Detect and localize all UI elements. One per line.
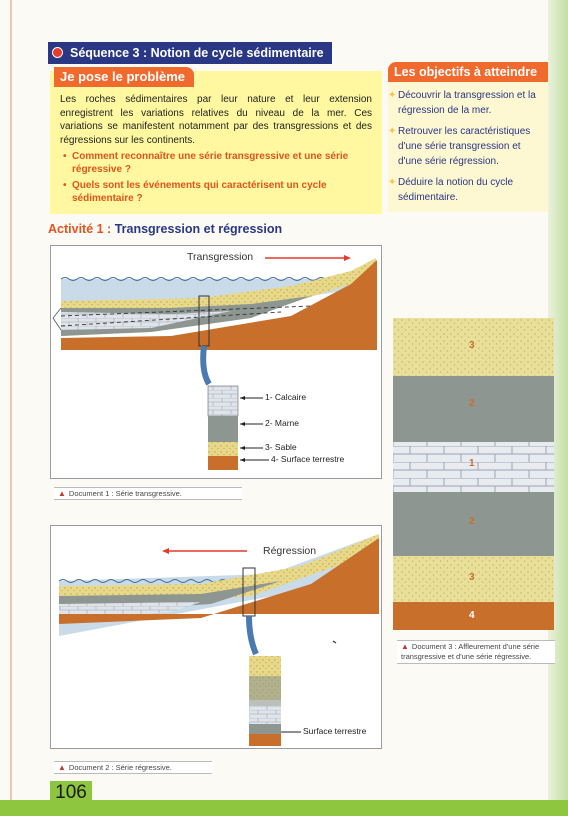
layer-number: 3 <box>469 340 475 351</box>
question-text: Comment reconnaître une série transgressive et une série régressive ? <box>72 151 349 175</box>
transgression-title: Transgression <box>187 251 254 263</box>
question-item: • Comment reconnaître une série transgressive et une série régressive ? <box>63 151 349 175</box>
layer-label: 4- Surface terrestre <box>271 454 345 464</box>
objective-item <box>388 175 544 205</box>
star-icon: ✦ <box>388 177 397 188</box>
layer-number: 4 <box>469 610 475 621</box>
regression-diagram <box>51 526 381 748</box>
caption-text: Document 1 : Série transgressive. <box>68 489 182 498</box>
layer-number: 1 <box>469 458 475 469</box>
activity-name: Transgression et régression <box>111 222 283 236</box>
document-1-frame <box>50 245 382 479</box>
objective-text: Découvrir la transgression et la régression de la mer. <box>398 90 536 116</box>
transgression-diagram <box>51 246 381 478</box>
objective-item <box>388 124 544 169</box>
triangle-icon: ▲ <box>58 763 66 772</box>
activity-title <box>48 222 282 236</box>
caption-text: Document 2 : Série régressive. <box>68 763 172 772</box>
margin-line <box>10 0 12 816</box>
page-number: 106 <box>50 781 92 805</box>
layer-label: 1- Calcaire <box>265 392 307 402</box>
surface-label: Surface terrestre <box>303 726 367 736</box>
objectives-tab: Les objectifs à atteindre <box>388 62 548 82</box>
regression-title: Régression <box>263 545 317 557</box>
question-item: • Quels sont les événements qui caractérisent un cycle sédimentaire ? <box>63 180 327 204</box>
document-3-outcrop <box>393 318 554 630</box>
problem-tab: Je pose le problème <box>54 67 194 87</box>
layer-label: 2- Marne <box>265 418 300 428</box>
objective-text: Déduire la notion du cycle sédimentaire. <box>398 177 514 203</box>
sequence-title: Séquence 3 : Notion de cycle sédimentaire <box>48 42 332 64</box>
caption-text: Document 3 : Affleurement d'une série transgressive et d'une série régressive. <box>401 642 540 661</box>
document-2-frame <box>50 525 382 749</box>
star-icon: ✦ <box>388 90 397 101</box>
triangle-icon: ▲ <box>58 489 66 498</box>
problem-text: Les roches sédimentaires par leur nature et leur extension enregistrent les variations relatives du niveau de la mer. Ces variations se manifestent notamment par des transgressions et des régressions sur les continents. <box>60 94 372 146</box>
document-3-caption <box>397 640 555 664</box>
layer-number: 3 <box>469 572 475 583</box>
triangle-icon: ▲ <box>401 642 409 651</box>
bullet-icon <box>52 47 63 58</box>
document-1-caption <box>54 487 242 500</box>
outcrop-diagram <box>393 318 554 630</box>
objective-item <box>388 88 544 118</box>
layer-number: 2 <box>469 516 475 527</box>
question-text: Quels sont les événements qui caractérisent un cycle sédimentaire ? <box>72 180 327 204</box>
star-icon: ✦ <box>388 126 397 137</box>
layer-number: 2 <box>469 398 475 409</box>
objective-text: Retrouver les caractéristiques d'une série transgression et d'une série régression. <box>398 126 531 167</box>
activity-number: Activité 1 : <box>48 222 112 236</box>
document-2-caption <box>54 761 212 774</box>
layer-label: 3- Sable <box>265 442 297 452</box>
